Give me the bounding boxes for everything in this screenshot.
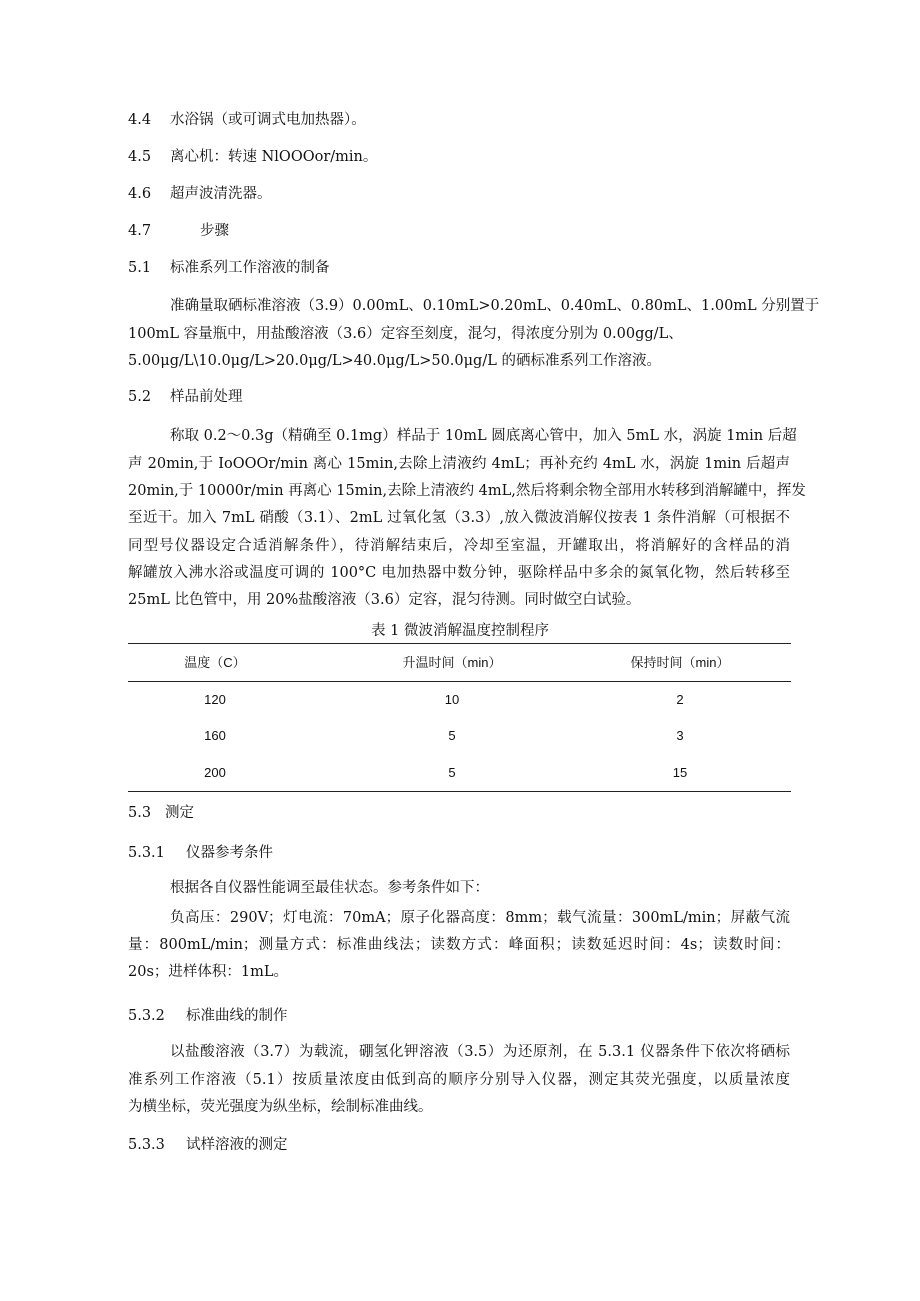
item-text: 步骤 [200,223,229,239]
section-number: 4.4 [128,112,152,128]
paragraph-line: 5.00μg/L\10.0μg/L>20.0μg/L>40.0μg/L>50.0μg/L 的硒标准系列工作溶液。 [128,353,661,369]
paragraph-line: 准确量取硒标准溶液（3.9）0.00mL、0.10mL>0.20mL、0.40mL、0.80mL、1.00mL 分别置于 [170,298,820,314]
section-number: 4.6 [128,186,152,202]
paragraph-line: 以盐酸溶液（3.7）为载流，硼氢化钾溶液（3.5）为还原剂，在 5.3.1 仪器条件下依次将硒标 [170,1044,790,1060]
table-cell: 200 [204,765,226,780]
paragraph-line: 20s；进样体积：1mL。 [128,964,288,980]
paragraph-line: 称取 0.2～0.3g（精确至 0.1mg）样品于 10mL 圆底离心管中，加入 5mL 水，涡旋 1min 后超 [170,428,797,444]
table-cell: 5 [448,728,456,743]
section-heading: 试样溶液的测定 [186,1137,288,1153]
paragraph-line: 根据各自仪器性能调至最佳状态。参考条件如下： [170,880,489,896]
table-cell: 120 [204,692,226,707]
item-text: 水浴锅（或可调式电加热器）。 [170,112,366,128]
table-cell: 15 [672,765,688,780]
section-number: 5.2 [128,389,152,405]
table-bottom-rule [128,791,791,792]
table-header-rule [128,681,791,682]
paragraph-line: 负高压：290V；灯电流：70mA；原子化器高度：8mm；载气流量：300mL/min；屏蔽气流 [170,910,790,926]
table-top-rule [128,643,791,644]
table-cell: 5 [448,765,456,780]
paragraph-line: 声 20min,于 IoOOOr/min 离心 15min,去除上清液约 4mL；再补充约 4mL 水，涡旋 1min 后超声 [128,456,790,472]
paragraph-line: 量：800mL/min；测量方式：标准曲线法；读数方式：峰面积；读数延迟时间：4s；读数时间： [128,937,790,953]
table-cell: 2 [676,692,684,707]
table-caption: 表 1 微波消解温度控制程序 [371,623,549,639]
paragraph-line: 100mL 容量瓶中，用盐酸溶液（3.6）定容至刻度，混匀，得浓度分别为 0.00gg/L、 [128,326,683,342]
paragraph-line: 准系列工作溶液（5.1）按质量浓度由低到高的顺序分别导入仪器，测定其荧光强度，以质量浓度 [128,1072,790,1088]
section-number: 5.3 [128,805,152,821]
section-heading: 仪器参考条件 [186,845,273,861]
paragraph-line: 同型号仪器设定合适消解条件），待消解结束后，冷却至室温，开罐取出，将消解好的含样品的消 [128,538,790,554]
table-header: 温度（C） [184,655,246,670]
section-heading: 标准系列工作溶液的制备 [170,260,330,276]
table-header: 保持时间（min） [630,655,730,670]
paragraph-line: 20min,于 10000r/min 再离心 15min,去除上清液约 4mL,然后将剩余物全部用水转移到消解罐中，挥发 [128,483,806,499]
section-number: 5.1 [128,260,152,276]
item-text: 离心机：转速 NlOOOor/min。 [170,149,378,165]
table-cell: 3 [676,728,684,743]
section-heading: 标准曲线的制作 [186,1008,288,1024]
section-number: 5.3.1 [128,845,165,861]
table-header: 升温时间（min） [402,655,502,670]
section-number: 5.3.2 [128,1008,165,1024]
section-number: 4.5 [128,149,152,165]
paragraph-line: 解罐放入沸水浴或温度可调的 100°C 电加热器中数分钟，驱除样品中多余的氮氧化物，然后转移至 [128,565,790,581]
paragraph-line: 25mL 比色管中，用 20%盐酸溶液（3.6）定容，混匀待测。同时做空白试验。 [128,592,641,608]
section-heading: 测定 [165,805,194,821]
table-cell: 10 [444,692,460,707]
table-cell: 160 [204,728,226,743]
paragraph-line: 为横坐标，荧光强度为纵坐标，绘制标准曲线。 [128,1099,433,1115]
section-number: 4.7 [128,223,152,239]
item-text: 超声波清洗器。 [170,186,272,202]
paragraph-line: 至近干。加入 7mL 硝酸（3.1）、2mL 过氧化氢（3.3）,放入微波消解仪按表 1 条件消解（可根据不 [128,510,790,526]
section-heading: 样品前处理 [170,389,243,405]
section-number: 5.3.3 [128,1137,165,1153]
